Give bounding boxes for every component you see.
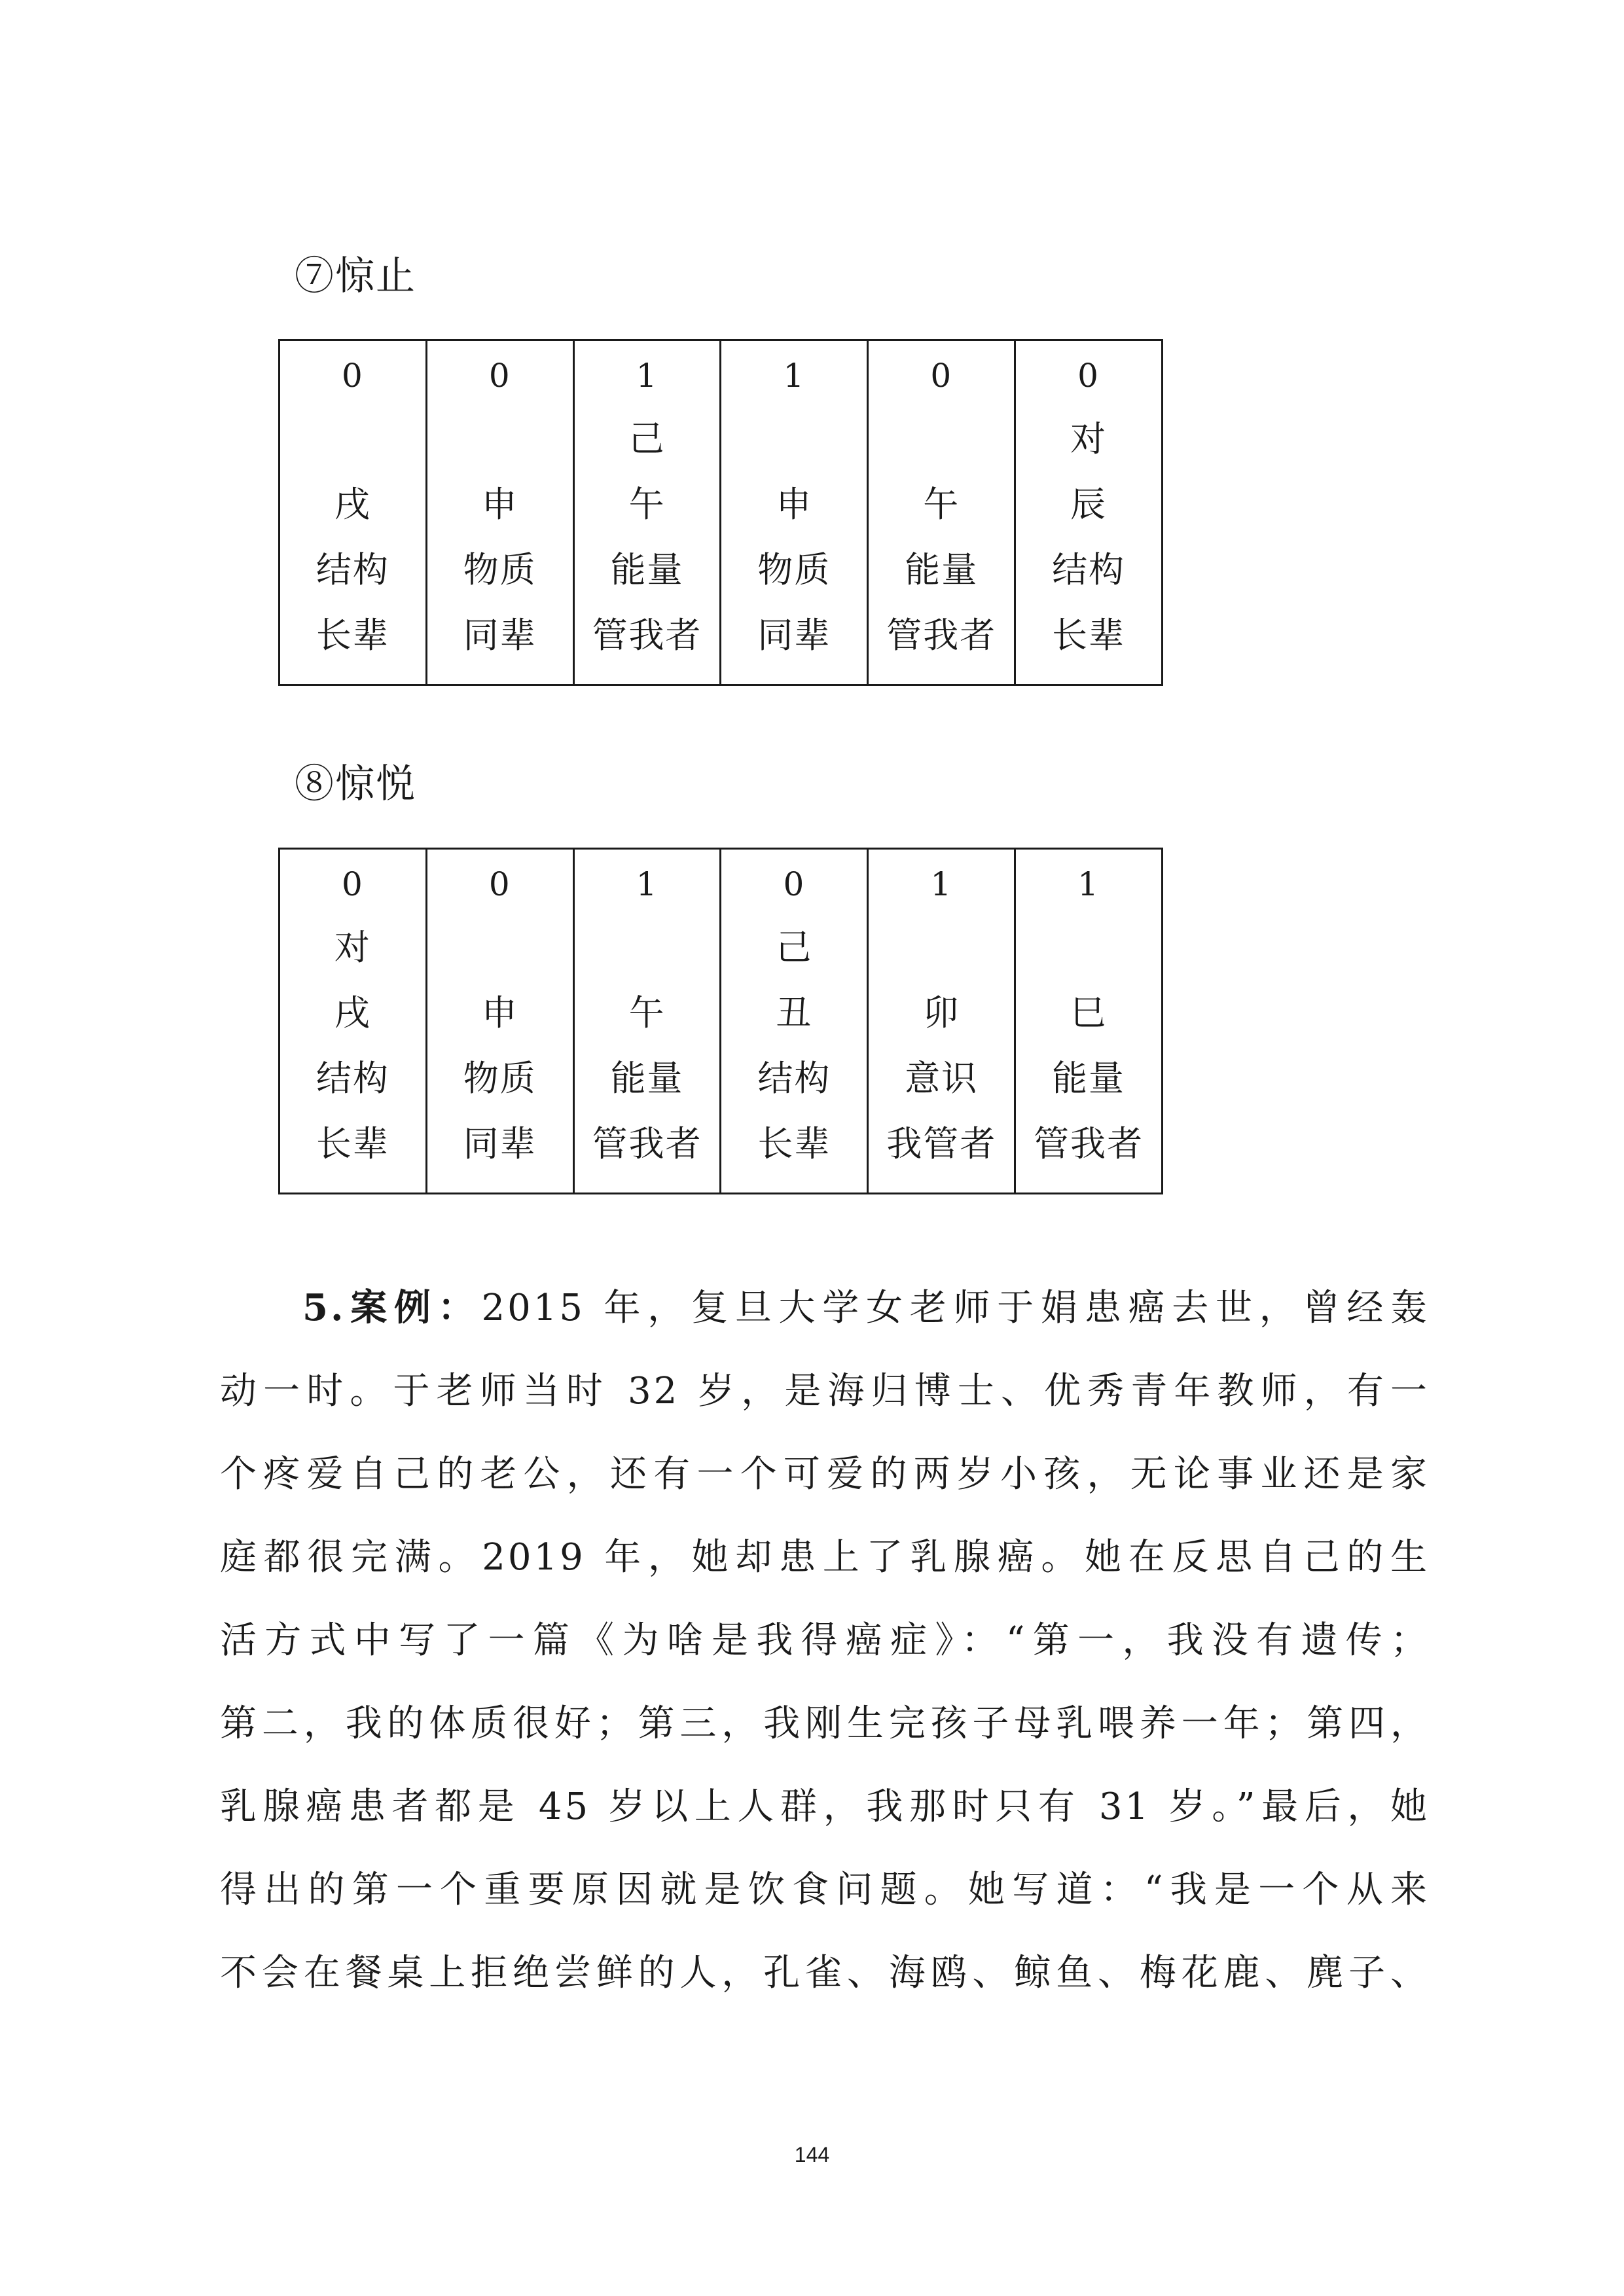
table-cell — [868, 849, 1015, 1194]
stem-label: 己 — [628, 418, 666, 459]
relation-label: 长辈 — [757, 1123, 831, 1164]
category-label: 物质 — [757, 549, 831, 590]
page-number: 144 — [794, 2143, 830, 2166]
relation-label: 同辈 — [757, 615, 831, 656]
branch-label: 卯 — [923, 992, 960, 1033]
line-value: 1 — [636, 357, 659, 395]
stem-label — [280, 406, 425, 472]
paragraph-line: 庭都很完满。2019 年，她却患上了乳腺癌。她在反思自己的生 — [220, 1536, 1430, 1579]
paragraph-line: 个疼爱自己的老公，还有一个可爱的两岁小孩，无论事业还是家 — [220, 1453, 1430, 1496]
case-paragraph — [220, 1266, 1430, 2015]
branch-label: 戌 — [334, 992, 371, 1033]
paragraph-line: 不会在餐桌上拒绝尝鲜的人，孔雀、海鸥、鲸鱼、梅花鹿、麂子、 — [220, 1952, 1430, 1994]
stem-label: 对 — [334, 927, 371, 968]
relation-label: 长辈 — [316, 615, 389, 656]
branch-label: 丑 — [776, 992, 813, 1033]
line-value: 1 — [930, 865, 953, 903]
line-value: 0 — [488, 865, 511, 903]
table-cell — [280, 849, 427, 1194]
paragraph-text: 2015 年，复旦大学女老师于娟患癌去世，曾经轰 — [481, 1287, 1430, 1329]
table-cell — [1015, 340, 1163, 685]
paragraph-line: 乳腺癌患者都是 45 岁以上人群，我那时只有 31 岁。”最后，她 — [220, 1785, 1430, 1828]
branch-label: 午 — [923, 484, 960, 525]
table-cell — [573, 340, 721, 685]
table-cell — [721, 849, 868, 1194]
category-label: 结构 — [1052, 549, 1126, 590]
category-label: 能量 — [905, 549, 979, 590]
table-cell — [280, 340, 427, 685]
relation-label: 同辈 — [463, 1123, 537, 1164]
stem-label: 对 — [1070, 418, 1108, 459]
table-cell — [573, 849, 721, 1194]
relation-label: 长辈 — [1052, 615, 1126, 656]
relation-label: 长辈 — [316, 1123, 389, 1164]
line-value: 1 — [1077, 865, 1100, 903]
table-cell — [426, 849, 573, 1194]
category-label: 结构 — [757, 1058, 831, 1099]
category-label: 结构 — [316, 549, 389, 590]
stem-label: 己 — [776, 927, 813, 968]
line-value: 0 — [930, 357, 953, 395]
table-cell — [721, 340, 868, 685]
stem-label — [427, 406, 573, 472]
relation-label: 同辈 — [463, 615, 537, 656]
relation-label: 管我者 — [592, 1123, 702, 1164]
branch-label: 巳 — [1070, 992, 1108, 1033]
stem-label — [427, 915, 573, 980]
paragraph-line — [220, 1266, 1430, 1350]
table-cell — [1015, 849, 1163, 1194]
stem-label — [1016, 915, 1161, 980]
table-cell — [426, 340, 573, 685]
line-value: 0 — [1077, 357, 1100, 395]
line-value: 1 — [783, 357, 806, 395]
stem-label — [721, 406, 867, 472]
section-heading-jingyue: ⑧惊悦 — [295, 761, 416, 807]
branch-label: 申 — [481, 484, 518, 525]
line-value: 0 — [783, 865, 806, 903]
branch-label: 申 — [776, 484, 813, 525]
category-label: 物质 — [463, 549, 537, 590]
stem-label — [575, 915, 720, 980]
relation-label: 管我者 — [592, 615, 702, 656]
category-label: 意识 — [905, 1058, 979, 1099]
category-label: 结构 — [316, 1058, 389, 1099]
line-value: 0 — [342, 357, 364, 395]
table-cell — [868, 340, 1015, 685]
paragraph-line: 第二，我的体质很好；第三，我刚生完孩子母乳喂养一年；第四， — [220, 1702, 1430, 1745]
line-value: 0 — [342, 865, 364, 903]
section-heading-jingzhi: ⑦惊止 — [295, 253, 416, 299]
branch-label: 申 — [481, 992, 518, 1033]
paragraph-line: 得出的第一个重要原因就是饮食问题。她写道：“我是一个从来 — [220, 1869, 1430, 1911]
table-row — [280, 340, 1163, 685]
relation-label: 管我者 — [1034, 1123, 1144, 1164]
category-label: 能量 — [610, 1058, 684, 1099]
line-value: 0 — [488, 357, 511, 395]
category-label: 能量 — [610, 549, 684, 590]
stem-label — [869, 915, 1014, 980]
hexagram-table-jingyue — [278, 848, 1163, 1194]
case-label: 5.案例： — [302, 1286, 482, 1329]
category-label: 物质 — [463, 1058, 537, 1099]
paragraph-line: 动一时。于老师当时 32 岁，是海归博士、优秀青年教师，有一 — [220, 1370, 1430, 1412]
branch-label: 午 — [628, 484, 666, 525]
paragraph-line: 活方式中写了一篇《为啥是我得癌症》：“第一，我没有遗传； — [220, 1619, 1430, 1662]
hexagram-table-jingzhi — [278, 339, 1163, 686]
line-value: 1 — [636, 865, 659, 903]
category-label: 能量 — [1052, 1058, 1126, 1099]
branch-label: 戌 — [334, 484, 371, 525]
branch-label: 午 — [628, 992, 666, 1033]
stem-label — [869, 406, 1014, 472]
table-row — [280, 849, 1163, 1194]
relation-label: 我管者 — [886, 1123, 997, 1164]
branch-label: 辰 — [1070, 484, 1108, 525]
relation-label: 管我者 — [886, 615, 997, 656]
